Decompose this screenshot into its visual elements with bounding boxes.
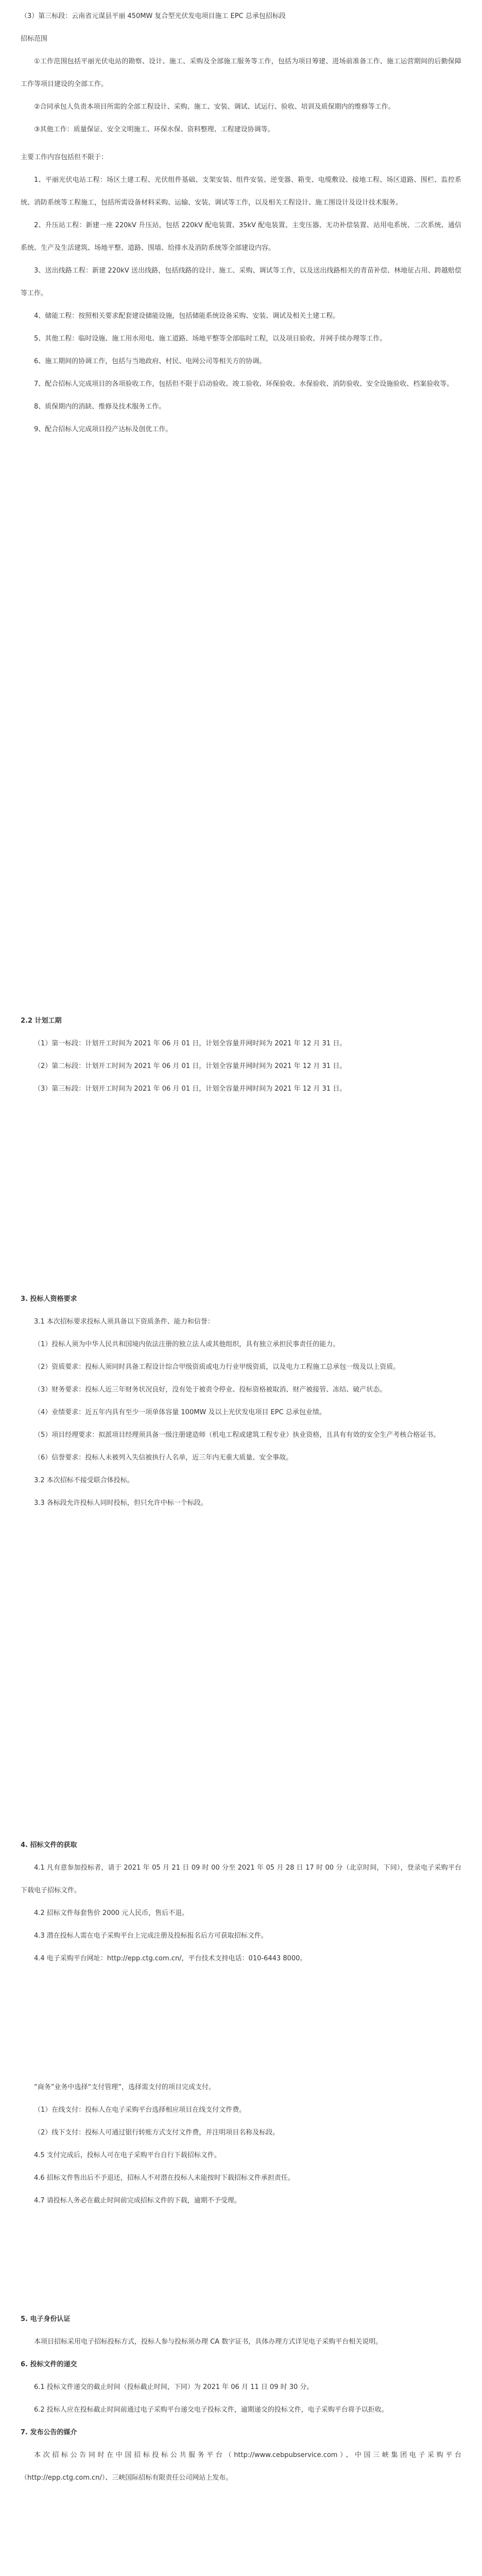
document-title: 4. 招标文件的获取 (21, 1841, 77, 1849)
bid-paragraph: 6.2 投标人应在投标截止时间前通过电子采购平台递交电子投标文件，逾期递交的投标文件，电子采购平台将予以拒收。 (34, 2406, 388, 2414)
bid-title: 5. 电子身份认证 (21, 2315, 71, 2323)
plan-paragraph-1: （1）第一标段：计划开工时间为 2021 年 06 月 01 日，计划全容量并网时间为 2021 年 12 月 31 日。 (34, 1040, 347, 1047)
main-item: 6、施工期间的协调工作，包括与当地政府、村民、电网公司等相关方的协调。 (34, 358, 266, 365)
qualification-item: （1）投标人须为中华人民共和国境内依法注册的独立法人或其他组织，具有独立承担民事责任的能力。 (34, 1341, 340, 1348)
bid-paragraph: 本项目招标采用电子招标投标方式，投标人参与投标须办理 CA 数字证书，具体办理方式详见电子采购平台相关说明。 (34, 2338, 383, 2346)
qualification-section (21, 1288, 461, 1515)
qualification-item: （5）项目经理要求：拟派项目经理须具备一级注册建造师（机电工程或建筑工程专业）执业资格，且具有有效的安全生产考核合格证书。 (34, 1431, 440, 1439)
main-item: 3、送出线路工程：新建 220kV 送出线路，包括线路的设计、施工、采购、调试等工作，以及送出线路相关的青苗补偿、林地征占用、跨越赔偿等工作。 (21, 267, 461, 297)
qualification-item: （6）信誉要求：投标人未被列入失信被执行人名单，近三年内无重大质量、安全事故。 (34, 1454, 293, 1462)
bid-subtitle: 6. 投标文件的递交 (21, 2361, 77, 2368)
bid-section (21, 2308, 461, 2489)
plan-title: 2.2 计划工期 (21, 1017, 62, 1025)
main-item: 5、其他工程：临时设施、施工用水用电、施工道路、场地平整等全部临时工程，以及项目验收、并网手续办理等工作。 (34, 335, 387, 343)
main-item: 4、储能工程：按照相关要求配套建设储能设施，包括储能系统设备采购、安装、调试及相关土建工程。 (34, 312, 340, 320)
main-title: 主要工作内容包括但不限于： (21, 154, 108, 161)
intro-line-1: （3）第三标段：云南省元谋县平丽 450MW 复合型光伏发电项目施工 EPC 总承包招标段 (21, 12, 286, 20)
qualification-item: （4）业绩要求：近五年内具有至少一项单体容量 100MW 及以上光伏发电项目 EPC 总承包业绩。 (34, 1409, 326, 1416)
plan-paragraph-3: （3）第三标段：计划开工时间为 2021 年 06 月 01 日，计划全容量并网时间为 2021 年 12 月 31 日。 (34, 1085, 347, 1093)
intro-line-2: 招标范围 (21, 35, 48, 43)
intro-paragraph-2: ②合同承包人负责本项目所需的全部工程设计、采购、施工、安装、调试、试运行、验收、培训及质保期内的维修等工作。 (34, 103, 395, 111)
payment-paragraph: （2）线下支付：投标人可通过银行转账方式支付文件费，并注明项目名称及标段。 (34, 2129, 280, 2137)
bid-subtitle: 7. 发布公告的媒介 (21, 2429, 77, 2436)
qualification-item: （2）资质要求：投标人须同时具备工程设计综合甲级资质或电力行业甲级资质，以及电力工程施工总承包一级及以上资质。 (34, 1363, 400, 1371)
plan-section (21, 1010, 461, 1100)
bid-paragraph: 本次招标公告同时在中国招标投标公共服务平台（http://www.cebpubservice.com）、中国三峡集团电子采购平台（http://epp.ctg.com.cn/）、三峡国际招标有限责任公司网站上发布。 (21, 2451, 461, 2482)
main-item: 2、升压站工程：新建一座 220kV 升压站，包括 220kV 配电装置、35kV 配电装置、主变压器、无功补偿装置、站用电系统、二次系统、通信系统、生产及生活建筑、场地平整、道路、围墙、给排水及消防系统等全部建设内容。 (21, 222, 461, 252)
main-item: 9、配合招标人完成项目投产达标及创优工作。 (34, 426, 173, 433)
intro-section (21, 5, 461, 441)
payment-section (21, 2076, 461, 2212)
document-section (21, 1834, 461, 1970)
payment-paragraph: 4.6 招标文件售出后不予退还，招标人不对潜在投标人未能按时下载招标文件承担责任。 (34, 2174, 295, 2182)
payment-paragraph: 4.7 请投标人务必在截止时间前完成招标文件的下载，逾期不予受理。 (34, 2197, 241, 2205)
document-paragraph: 4.2 招标文件每套售价 2000 元人民币，售后不退。 (34, 1909, 189, 1917)
payment-paragraph: （1）在线支付：投标人在电子采购平台选择相应项目在线支付文件费。 (34, 2106, 246, 2114)
payment-paragraph: 4.5 支付完成后，投标人可在电子采购平台自行下载招标文件。 (34, 2151, 221, 2159)
intro-paragraph-1: ①工作范围包括平丽光伏电站的勘察、设计、施工、采购及全部施工服务等工作，包括为项目筹建、进场前准备工作、施工运营期间的后勤保障工作等项目建设的全部工作。 (21, 58, 461, 88)
plan-paragraph-2: （2）第二标段：计划开工时间为 2021 年 06 月 01 日，计划全容量并网时间为 2021 年 12 月 31 日。 (34, 1062, 347, 1070)
document-paragraph: 4.3 潜在投标人需在电子采购平台上完成注册及投标报名后方可获取招标文件。 (34, 1932, 268, 1940)
main-item: 7、配合招标人完成项目的各项验收工作，包括但不限于启动验收、竣工验收、环保验收、水保验收、消防验收、安全设施验收、档案验收等。 (34, 380, 454, 388)
payment-paragraph: “商务”业务中选择“支付管理”，选择需支付的项目完成支付。 (34, 2083, 215, 2091)
main-item: 8、质保期内的消缺、维修及技术服务工作。 (34, 403, 166, 411)
intro-paragraph-3: ③其他工作：质量保证、安全文明施工、环保水保、资料整理、工程建设协调等。 (34, 126, 274, 133)
qualification-paragraph: 3.3 各标段允许投标人同时投标，但只允许中标一个标段。 (34, 1499, 208, 1507)
qualification-item: （3）财务要求：投标人近三年财务状况良好，没有处于被责令停业、投标资格被取消、财产被接管、冻结、破产状态。 (34, 1386, 387, 1394)
main-item: 1、平丽光伏电站工程：场区土建工程、光伏组件基础、支架安装、组件安装、逆变器、箱变、电缆敷设、接地工程、场区道路、围栏、监控系统、消防系统等工程施工，包括所需设备材料采购、运输、安装、调试等工作，以及相关工程设计、施工图设计及设计技术服务。 (21, 176, 461, 207)
qualification-title: 3. 投标人资格要求 (21, 1295, 77, 1303)
document-paragraph: 4.1 凡有意参加投标者，请于 2021 年 05 月 21 日 09 时 00 分至 2021 年 05 月 28 日 17 时 00 分（北京时间，下同），登录电子采购平台下载电子招标文件。 (21, 1864, 461, 1894)
bid-paragraph: 6.1 投标文件递交的截止时间（投标截止时间，下同）为 2021 年 06 月 11 日 09 时 30 分。 (34, 2383, 314, 2391)
qualification-paragraph: 3.1 本次招标要求投标人须具备以下资质条件、能力和信誉： (34, 1318, 214, 1326)
qualification-paragraph: 3.2 本次招标不接受联合体投标。 (34, 1477, 134, 1484)
document-paragraph: 4.4 电子采购平台网址：http://epp.ctg.com.cn/，平台技术支持电话：010-6443 8000。 (34, 1955, 307, 1962)
